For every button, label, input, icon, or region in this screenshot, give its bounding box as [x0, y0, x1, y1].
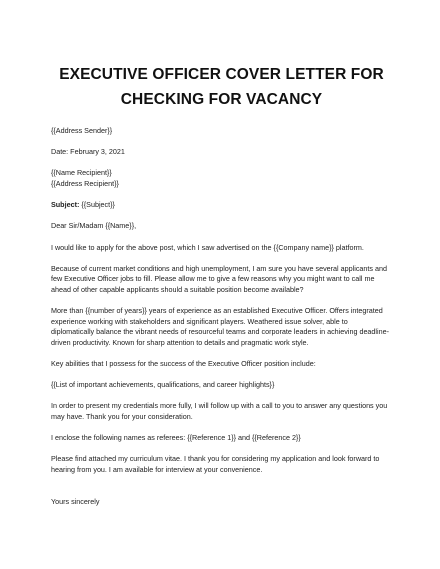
document-title	[51, 62, 392, 112]
paragraph-follow-up: In order to present my credentials more fully, I will follow up with a call to you to answer any questions you may have. Thank you for your consideration.	[51, 401, 388, 422]
paragraph-achievements: {{List of important achievements, qualifications, and career highlights}}	[51, 380, 275, 390]
paragraph-experience: More than {{number of years}} years of experience as an established Executive Officer. Offers integrated experience working with stakeholders and significant players. Weathered issue solver, able to diplomatically balance the vibrant needs of resourceful teams and corporate leaders in achieving deadline-driven productivity. Known for sharp attention to details and pragmatic work style.	[51, 306, 390, 347]
sender-address: {{Address Sender}}	[51, 126, 113, 135]
closing: Yours sincerely	[51, 496, 100, 506]
paragraph-market-conditions: Because of current market conditions and high unemployment, I am sure you have several applicants and few Executive Officer jobs to fill. Please allow me to give a few reasons why you might want to call me ahead of other capable applicants should a suitable position become available?	[51, 263, 388, 294]
subject-label: Subject:	[51, 200, 80, 210]
letter-date: Date: February 3, 2021	[51, 147, 125, 157]
paragraph-application: I would like to apply for the above post, which I saw advertised on the {{Company name}} platform.	[51, 242, 364, 252]
subject-line	[51, 200, 392, 211]
subject-value: {{Subject}}	[79, 200, 115, 210]
paragraph-key-abilities: Key abilities that I possess for the success of the Executive Officer position include:	[51, 359, 316, 369]
recipient-name: {{Name Recipient}}	[51, 168, 112, 178]
paragraph-curriculum-vitae: Please find attached my curriculum vitae. I thank you for considering my application and look forward to hearing from you. I am available for interview at your convenience.	[51, 454, 380, 474]
document-title-line-2: CHECKING FOR VACANCY	[120, 91, 323, 108]
recipient-address: {{Address Recipient}}	[51, 178, 119, 188]
document-title-line-1: EXECUTIVE OFFICER COVER LETTER FOR	[59, 66, 384, 83]
salutation: Dear Sir/Madam {{Name}},	[51, 221, 137, 231]
paragraph-references: I enclose the following names as referees: {{Reference 1}} and {{Reference 2}}	[51, 433, 301, 443]
